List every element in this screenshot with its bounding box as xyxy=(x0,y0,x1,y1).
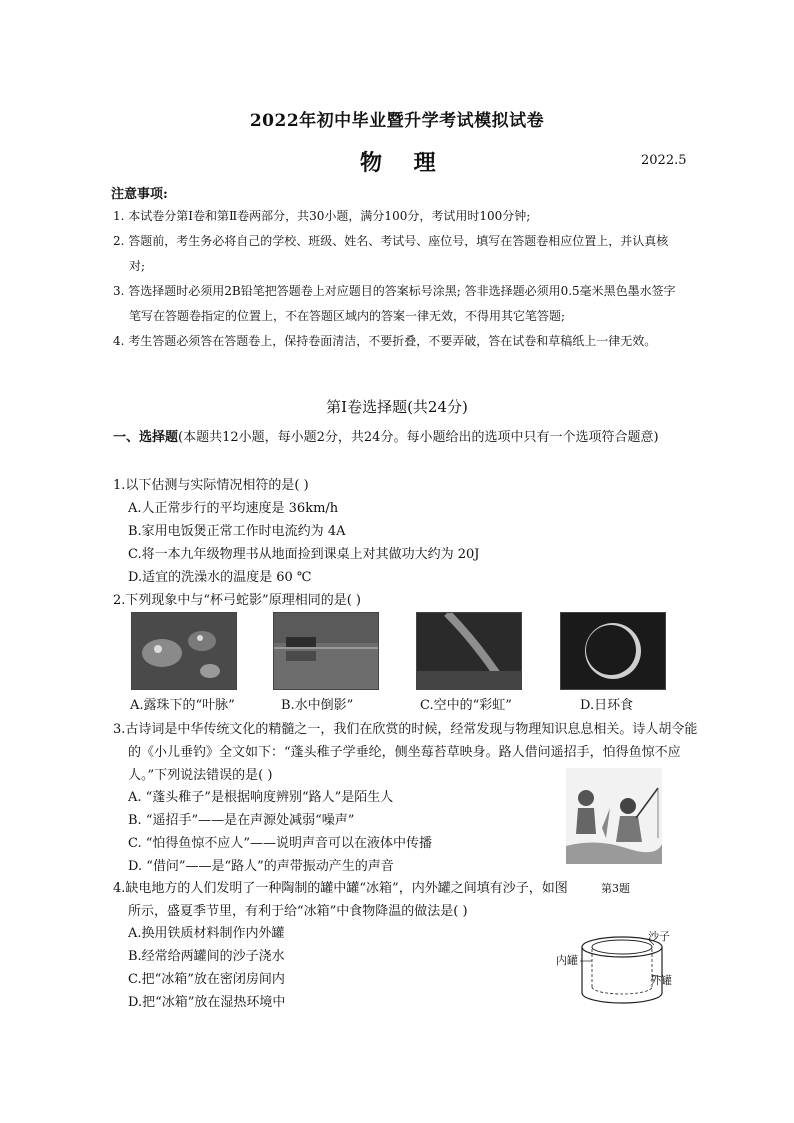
q1-option-a: A.人正常步行的平均速度是 36km/h xyxy=(128,501,339,516)
question-stem-1: 1.以下估测与实际情况相符的是( ) xyxy=(113,478,309,493)
notice-item: 1. 本试卷分第Ⅰ卷和第Ⅱ卷两部分，共30小题，满分100分，考试用时100分钟; xyxy=(113,209,531,223)
q3-option-b: B. “遥招手”——是在声源处减弱“噪声” xyxy=(128,813,355,828)
notice-heading: 注意事项: xyxy=(111,187,168,202)
q4-option-d: D.把“冰箱”放在湿热环境中 xyxy=(128,995,286,1010)
q3-option-c: C. “怕得鱼惊不应人”——说明声音可以在液体中传播 xyxy=(128,836,433,851)
notice-item: 2. 答题前，考生务必将自己的学校、班级、姓名、考试号、座位号，填写在答题卷相应位置上，并认真核对; xyxy=(113,234,669,273)
q3-option-a: A. “蓬头稚子”是根据响度辨别“路人”是陌生人 xyxy=(128,790,394,805)
q2-option-c: C.空中的“彩虹” xyxy=(420,698,512,713)
question-stem-4: 4.缺电地方的人们发明了一种陶制的罐中罐“冰箱”，内外罐之间填有沙子，如图所示，盛夏季节里，有利于给“冰箱”中食物降温的做法是( ) xyxy=(113,881,568,919)
q2-option-d: D.日环食 xyxy=(580,698,634,713)
water-reflection-photo xyxy=(273,612,379,690)
q1-option-d: D.适宜的洗澡水的温度是 60 ℃ xyxy=(128,570,312,585)
q2-option-a: A.露珠下的“叶脉” xyxy=(130,698,235,713)
exam-title: 2022年初中毕业暨升学考试模拟试卷 xyxy=(249,111,545,131)
figure-label-sand: 沙子 xyxy=(648,930,670,943)
part-heading-rest: (本题共12小题，每小题2分，共24分。每小题给出的选项中只有一个选项符合题意) xyxy=(178,430,659,445)
question-stem-2: 2.下列现象中与“杯弓蛇影”原理相同的是( ) xyxy=(113,593,361,608)
q4-option-b: B.经常给两罐间的沙子浇水 xyxy=(128,949,285,964)
fishing-child-illustration xyxy=(566,768,662,864)
q3-option-d: D. “借问”——是“路人”的声带振动产生的声音 xyxy=(128,859,394,874)
annular-eclipse-photo xyxy=(560,612,666,690)
notice-item: 4. 考生答题必须答在答题卷上，保持卷面清洁，不要折叠，不要弄破，答在试卷和草稿纸上一律无效。 xyxy=(113,334,657,348)
dew-leaf-photo xyxy=(131,612,237,690)
figure-label-inner-pot: 内罐 xyxy=(556,954,578,967)
q4-option-a: A.换用铁质材料制作内外罐 xyxy=(128,926,285,941)
notice-list xyxy=(113,204,683,354)
notice-item: 3. 答选择题时必须用2B铅笔把答题卷上对应题目的答案标号涂黑; 答非选择题必须用0.5毫米黑色墨水签字笔写在答题卷指定的位置上，不在答题区域内的答案一律无效，不得用其它笔答题; xyxy=(113,284,676,323)
subject-title: 物 理 xyxy=(360,150,448,176)
question-stem-3: 3.古诗词是中华传统文化的精髓之一，我们在欣赏的时候，经常发现与物理知识息息相关。诗人胡令能的《小儿垂钓》全文如下：“蓬头稚子学垂纶，侧坐莓苔草映身。路人借问遥招手，怕得鱼惊不应人。”下列说法错误的是( ) xyxy=(113,722,698,783)
rainbow-photo xyxy=(416,612,522,690)
section-title: 第Ⅰ卷选择题(共24分) xyxy=(326,398,468,416)
q4-option-c: C.把“冰箱”放在密闭房间内 xyxy=(128,972,285,987)
q1-option-b: B.家用电饭煲正常工作时电流约为 4A xyxy=(128,524,346,539)
q2-option-b: B.水中倒影” xyxy=(281,698,354,713)
part-heading-bold: 一、选择题 xyxy=(113,430,179,445)
exam-date: 2022.5 xyxy=(641,153,687,168)
q1-option-c: C.将一本九年级物理书从地面捡到课桌上对其做功大约为 20J xyxy=(128,547,480,562)
q3-figure-caption: 第3题 xyxy=(601,882,630,895)
figure-label-outer-pot: 外罐 xyxy=(650,974,672,987)
part-heading xyxy=(113,426,718,449)
